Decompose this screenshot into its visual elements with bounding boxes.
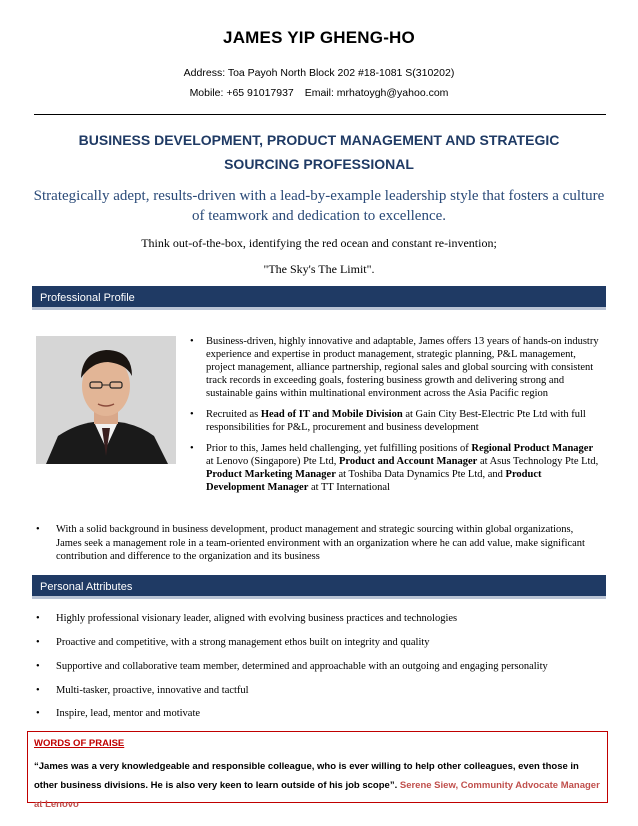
email: Email: mrhatoygh@yahoo.com <box>304 87 449 99</box>
profile-photo <box>36 336 176 464</box>
portrait-illustration <box>36 336 176 464</box>
bullet: • <box>190 336 194 347</box>
mobile: Mobile: +65 91017937 <box>189 87 294 99</box>
bullet: • <box>36 661 40 672</box>
contact-line <box>0 87 638 99</box>
section-bar-personal-attributes: Personal Attributes <box>32 575 606 599</box>
headline-line-1: BUSINESS DEVELOPMENT, PRODUCT MANAGEMENT AND STRATEGIC <box>78 132 560 148</box>
list-item: • Inspire, lead, mentor and motivate <box>36 708 201 719</box>
section-bar-professional-profile: Professional Profile <box>32 286 606 310</box>
candidate-name: JAMES YIP GHENG-HO <box>223 28 415 47</box>
bullet: • <box>36 708 40 719</box>
praise-source: Serene Siew, Community Advocate Manager at Lenovo <box>34 780 600 810</box>
profile-highlights <box>190 335 600 502</box>
praise-quote: “James was a very knowledgeable and responsible colleague, who is ever willing to help other colleagues, even those in other business divisions. He is also very keen to learn outside of his job scope”. Serene Siew, Community Advocate Manager at Lenovo <box>34 761 600 810</box>
list-item: • Multi-tasker, proactive, innovative and tactful <box>36 685 249 696</box>
bullet: • <box>36 613 40 624</box>
list-item: • Supportive and collaborative team member, determined and approachable with an outgoing and engaging personality <box>36 661 548 672</box>
list-item: • Highly professional visionary leader, aligned with evolving business practices and technologies <box>36 613 458 624</box>
bullet: • <box>36 685 40 696</box>
list-item: • Recruited as Head of IT and Mobile Division at Gain City Best-Electric Pte Ltd with full responsibilities for P&L, procurement and business development <box>190 409 586 433</box>
header-divider <box>34 114 606 115</box>
address: Address: Toa Payoh North Block 202 #18-1081 S(310202) <box>183 67 455 79</box>
list-item: • Business-driven, highly innovative and adaptable, James offers 13 years of hands-on industry experience and expertise in product management, strategic planning, P&L management, project management, alliance partnership, regional sales and global sourcing with consistent track records in exceeding goals, fostering business growth and delivering strong and sustainable gains within multinational environment across the Asia Pacific region <box>190 336 599 399</box>
list-item: • Proactive and competitive, with a strong management ethos built on integrity and quality <box>36 637 430 648</box>
words-of-praise-box <box>27 731 608 810</box>
motto: "The Sky's The Limit". <box>263 262 375 276</box>
list-item: • Prior to this, James held challenging, yet fulfilling positions of Regional Product Manager at Lenovo (Singapore) Pte Ltd, Product and Account Manager at Asus Technology Pte Ltd, Product Marketing Manager at Toshiba Data Dynamics Pte Ltd, and Product Development Manager at TT International <box>190 443 599 493</box>
bullet: • <box>36 524 40 535</box>
bullet: • <box>36 637 40 648</box>
list-item: • With a solid background in business development, product management and strategic sourcing within global organizations, James seek a management role in a team-oriented environment with an organization where he can add value, make significant contribution and difference to the organization and its business <box>36 524 585 562</box>
headline <box>44 128 594 176</box>
think-statement: Think out-of-the-box, identifying the red ocean and constant re-invention; <box>141 236 497 250</box>
headline-line-2: SOURCING PROFESSIONAL <box>224 156 414 172</box>
bullet: • <box>190 409 194 420</box>
praise-title: WORDS OF PRAISE <box>34 738 125 749</box>
bullet: • <box>190 443 194 454</box>
tagline: Strategically adept, results-driven with a lead-by-example leadership style that fosters a culture of teamwork and dedication to excellence. <box>33 188 605 224</box>
